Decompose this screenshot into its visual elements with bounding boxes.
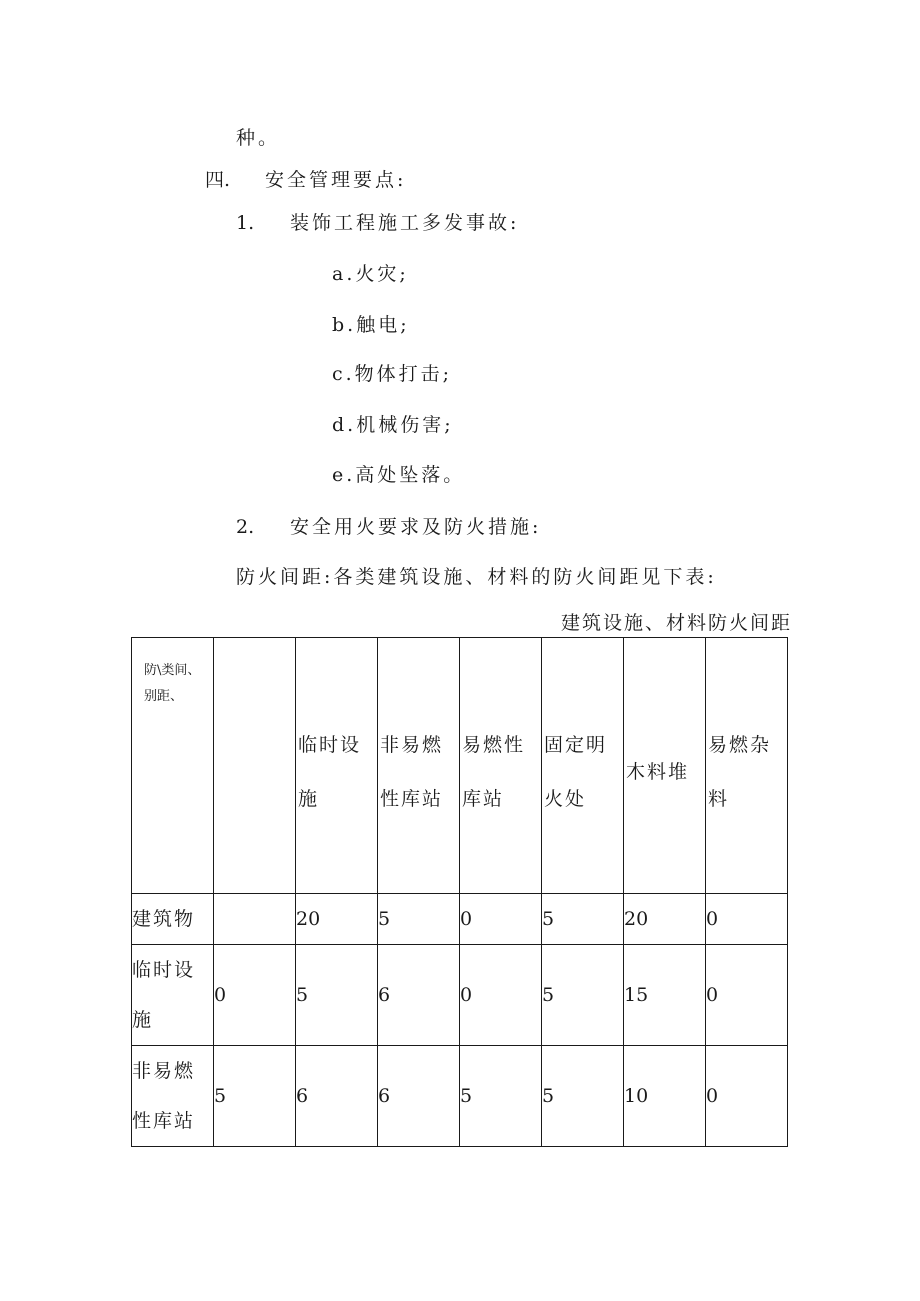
- table-intro: 防火间距:各类建筑设施、材料的防火间距见下表:: [236, 566, 717, 588]
- accident-item: b.触电;: [332, 314, 410, 336]
- accident-item: e.高处坠落。: [332, 464, 466, 486]
- column-header: 易燃性库站: [460, 638, 542, 894]
- table-cell: 5: [296, 945, 378, 1046]
- section-number: 四.: [205, 169, 231, 191]
- table-corner-cell: [132, 638, 214, 894]
- row-label: 建筑物: [132, 894, 214, 945]
- table-cell: 6: [296, 1046, 378, 1147]
- table-cell: 0: [460, 894, 542, 945]
- table-cell: 0: [706, 1046, 788, 1147]
- row-label: 非易燃性库站: [132, 1046, 214, 1147]
- table-cell: 20: [296, 894, 378, 945]
- table-cell: 5: [542, 1046, 624, 1147]
- table-cell: 10: [624, 1046, 706, 1147]
- table-cell: 0: [706, 894, 788, 945]
- line-continuation: 种。: [236, 127, 281, 149]
- accident-item: c.物体打击;: [332, 363, 453, 385]
- table-cell: 5: [542, 945, 624, 1046]
- table-cell: 5: [214, 1046, 296, 1147]
- fire-distance-table: [131, 637, 788, 1147]
- table-row: [132, 1046, 788, 1147]
- row-label: 临时设施: [132, 945, 214, 1046]
- table-cell: 0: [706, 945, 788, 1046]
- corner-label-line1: 防\类间、: [144, 663, 201, 678]
- item1-number: 1.: [236, 212, 255, 234]
- table-cell: 5: [378, 894, 460, 945]
- column-header: 木料堆: [624, 638, 706, 894]
- table-row: [132, 945, 788, 1046]
- table-cell: 5: [460, 1046, 542, 1147]
- accident-item: d.机械伤害;: [332, 414, 454, 436]
- table-cell: 6: [378, 945, 460, 1046]
- table-cell: 0: [214, 945, 296, 1046]
- column-header: 易燃杂料: [706, 638, 788, 894]
- table-cell: 0: [460, 945, 542, 1046]
- item1-title: 装饰工程施工多发事故:: [290, 212, 520, 234]
- table-cell: 6: [378, 1046, 460, 1147]
- column-header: 固定明火处: [542, 638, 624, 894]
- table-cell: 15: [624, 945, 706, 1046]
- section-title: 安全管理要点:: [265, 169, 407, 191]
- table-row: [132, 894, 788, 945]
- table-cell: [214, 894, 296, 945]
- table-cell: 5: [542, 894, 624, 945]
- column-header: [214, 638, 296, 894]
- item2-title: 安全用火要求及防火措施:: [290, 516, 542, 538]
- accident-item: a.火灾;: [332, 263, 409, 285]
- table-caption: 建筑设施、材料防火间距: [560, 612, 792, 634]
- table-header-row: [132, 638, 788, 894]
- corner-label-line2: 别距、: [144, 689, 184, 704]
- column-header: 临时设施: [296, 638, 378, 894]
- column-header: 非易燃性库站: [378, 638, 460, 894]
- item2-number: 2.: [236, 516, 255, 538]
- table-cell: 20: [624, 894, 706, 945]
